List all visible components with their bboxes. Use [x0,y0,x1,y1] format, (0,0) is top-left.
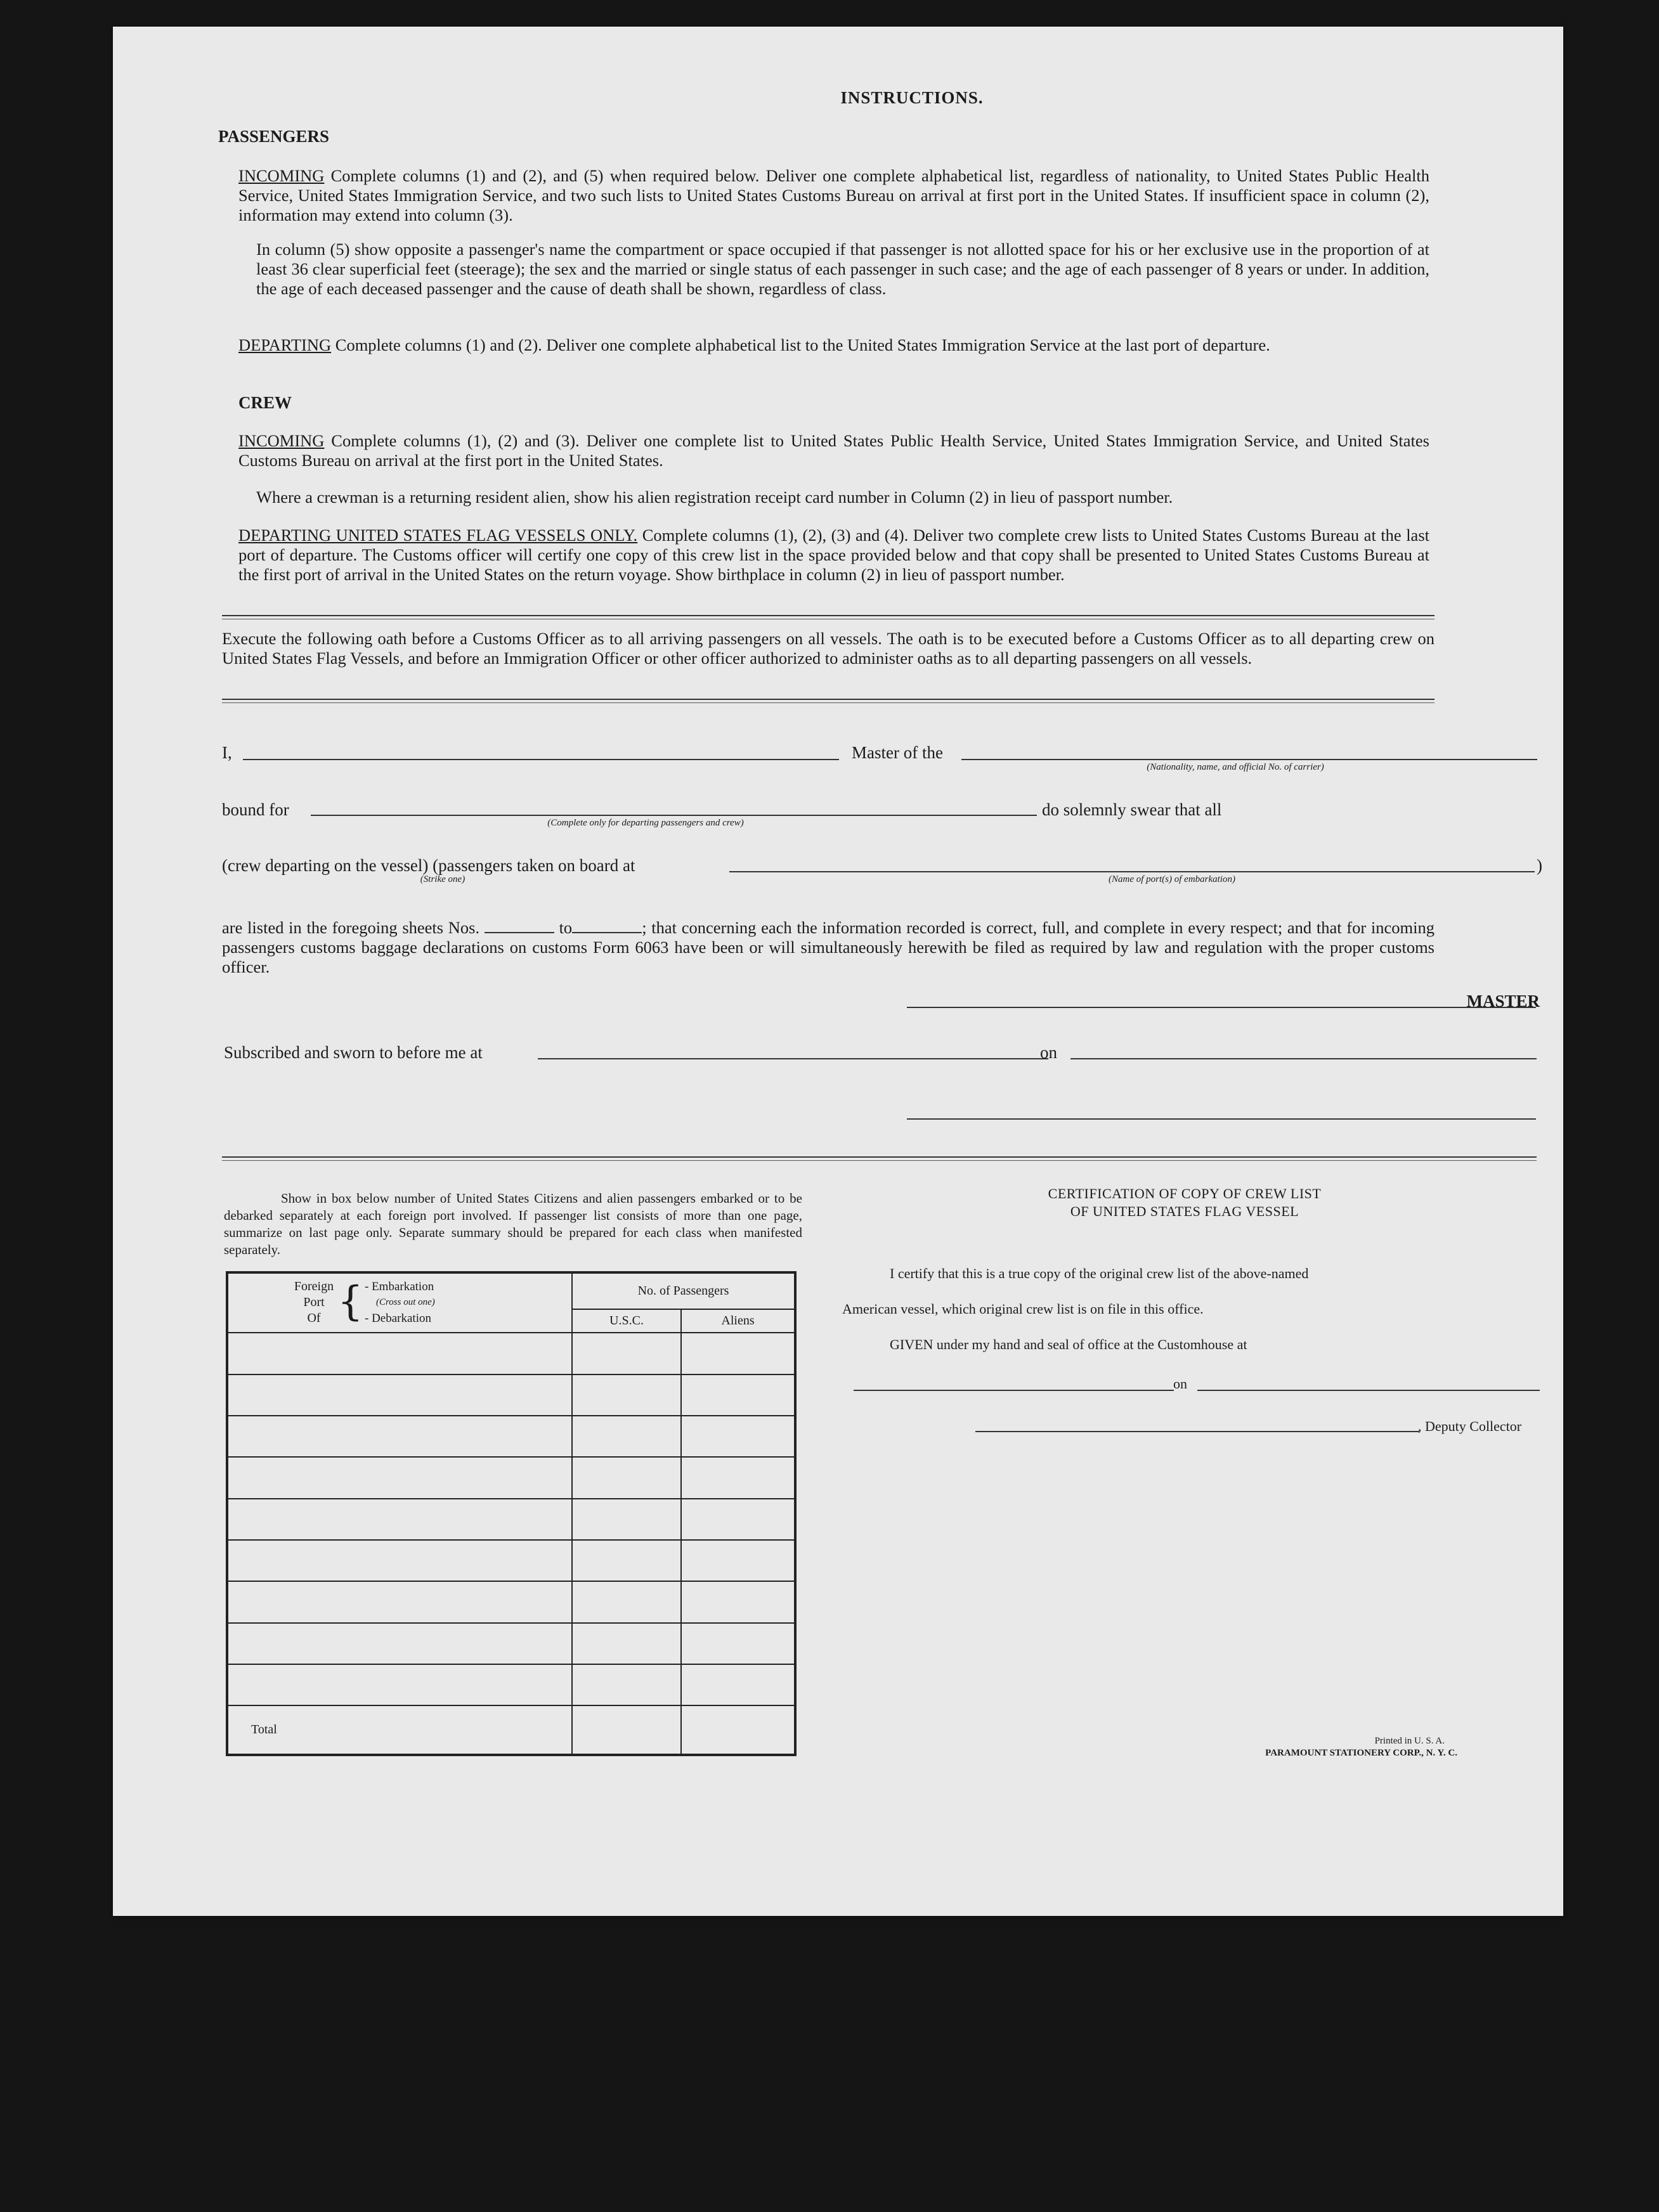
sheet-from-field[interactable] [485,923,554,933]
table-row [227,1540,795,1581]
sheet-to-field[interactable] [572,923,642,933]
total-row [227,1705,795,1755]
total-label: Total [227,1705,572,1755]
table-row [227,1333,795,1374]
passengers-heading: PASSENGERS [218,127,330,146]
aliens-header: Aliens [681,1309,795,1333]
crew-departing-label: DEPARTING UNITED STATES FLAG VESSELS ONLY. [238,526,638,545]
bound-for-caption: (Complete only for departing passengers and crew) [547,818,744,828]
passengers-column5-paragraph: In column (5) show opposite a passenger's name the compartment or space occupied if that passenger is not allotted space for his or her exclusive use in the proportion of at least 36 clear superficial feet (steerage); the sex and the married or single status of each passenger in such case; and the age of each passenger of 8 years or under. In addition, the age of each deceased passenger and the cause of death shall be shown, regardless of class. [256,240,1429,298]
form-page [113,27,1563,1916]
aliens-cell[interactable] [681,1623,795,1664]
printer-line-1: Printed in U. S. A. [1374,1736,1445,1746]
embarkation-option[interactable]: - Embarkation [365,1280,434,1293]
table-row [227,1499,795,1540]
close-paren: ) [1537,856,1542,875]
total-usc-cell[interactable] [572,1705,681,1755]
table-row [227,1416,795,1457]
table-row [227,1664,795,1705]
divider [222,702,1435,703]
passengers-incoming-paragraph [238,166,1429,225]
foreign-port-header [227,1272,572,1333]
printer-line-2: PARAMOUNT STATIONERY CORP., N. Y. C. [1265,1748,1457,1758]
do-solemnly-label: do solemnly swear that all [1042,800,1222,819]
certification-line-1: I certify that this is a true copy of the original crew list of the above-named [890,1265,1309,1281]
usc-cell[interactable] [572,1664,681,1705]
table-header-row [227,1272,795,1309]
embark-debark-options [365,1279,435,1326]
port-cell[interactable] [227,1499,572,1540]
bound-for-label: bound for [222,800,289,819]
port-cell[interactable] [227,1333,572,1374]
divider [222,699,1435,700]
aliens-cell[interactable] [681,1374,795,1416]
certification-heading-1: CERTIFICATION OF COPY OF CREW LIST [1048,1186,1322,1201]
table-row [227,1374,795,1416]
divider [222,615,1435,616]
crew-resident-paragraph: Where a crewman is a returning resident alien, show his alien registration receipt card number in Column (2) in lieu of passport number. [256,488,1173,507]
crew-incoming-label: INCOMING [238,431,325,450]
passengers-departing-text: Complete columns (1) and (2). Deliver one complete alphabetical list to the United States Immigration Service at the last port of departure. [331,335,1270,354]
table-row [227,1623,795,1664]
port-cell[interactable] [227,1374,572,1416]
subscribed-label: Subscribed and sworn to before me at [224,1043,483,1062]
crew-heading: CREW [238,393,292,412]
usc-cell[interactable] [572,1333,681,1374]
passengers-incoming-label: INCOMING [238,166,325,185]
master-name-field[interactable] [243,759,839,760]
table-row [227,1457,795,1498]
foreign-word: Foreign [294,1279,334,1293]
passengers-incoming-text: Complete columns (1) and (2), and (5) when required below. Deliver one complete alphabetical list, regardless of nationality, to United States Public Health Service, United States Immigration Service, and two such lists to United States Customs Bureau on arrival at first port in the United States. If insufficient space in column (2), information may extend into column (3). [238,166,1429,224]
crew-incoming-text: Complete columns (1), (2) and (3). Deliver one complete list to United States Public Health Service, United States Immigration Service, and United States Customs Bureau on arrival at the first port in the United States. [238,431,1429,470]
crew-departing-text: Complete columns (1), (2), (3) and (4). Deliver two complete crew lists to United States Customs Bureau at the last port of departure. The Customs officer will certify one copy of this crew list in the space provided below and that copy shall be presented to United States Customs Bureau at the first port of arrival in the United States on the return voyage. Show birthplace in column (2) in lieu of passport number. [238,526,1429,584]
divider [222,1156,1537,1158]
port-cell[interactable] [227,1416,572,1457]
usc-cell[interactable] [572,1581,681,1622]
ports-caption: (Name of port(s) of embarkation) [1109,874,1235,884]
table-row [227,1581,795,1622]
strike-one-caption: (Strike one) [420,874,465,884]
oath-intro: Execute the following oath before a Customs Officer as to all arriving passengers on all vessels. The oath is to be executed before a Customs Officer as to all departing crew on United States Flag Vessels, and before an Immigration Officer or other officer authorized to administer oaths as to all departing passengers on all vessels. [222,629,1435,668]
aliens-cell[interactable] [681,1664,795,1705]
master-label: MASTER [1466,992,1540,1011]
carrier-field[interactable] [961,759,1537,760]
passengers-departing-paragraph [238,335,1429,355]
customhouse-field[interactable] [854,1390,1174,1391]
crew-departing-paragraph [238,526,1429,585]
crew-incoming-paragraph [238,431,1429,470]
debarkation-option[interactable]: - Debarkation [365,1312,431,1325]
nationality-caption: (Nationality, name, and official No. of carrier) [1147,762,1324,772]
crew-passengers-label: (crew departing on the vessel) (passengers taken on board at [222,856,635,875]
aliens-cell[interactable] [681,1457,795,1498]
aliens-cell[interactable] [681,1581,795,1622]
are-listed-label: are listed in the foregoing sheets Nos. [222,918,480,937]
aliens-cell[interactable] [681,1540,795,1581]
certification-date-field[interactable] [1197,1390,1540,1391]
ports-field[interactable] [729,871,1535,872]
port-cell[interactable] [227,1664,572,1705]
aliens-cell[interactable] [681,1333,795,1374]
port-word: Port [303,1295,325,1309]
certification-given: GIVEN under my hand and seal of office at the Customhouse at [890,1336,1247,1352]
of-word: Of [307,1311,321,1325]
summary-note: Show in box below number of United States Citizens and alien passengers embarked or to be debarked separately at each foreign port involved. If passenger list consists of more than one page, summarize on last page only. Separate summary should be prepared for each class when manifested separately. [224,1191,802,1257]
port-cell[interactable] [227,1540,572,1581]
foreign-port-label [292,1279,336,1326]
officer-signature-line[interactable] [907,1118,1536,1120]
to-label: to [559,918,573,937]
total-aliens-cell[interactable] [681,1705,795,1755]
usc-cell[interactable] [572,1374,681,1416]
usc-cell[interactable] [572,1540,681,1581]
bound-for-field[interactable] [311,815,1037,816]
usc-cell[interactable] [572,1416,681,1457]
deputy-collector-signature-line[interactable] [975,1431,1419,1432]
divider [222,1160,1537,1161]
sworn-place-field[interactable] [538,1058,1048,1059]
aliens-cell[interactable] [681,1416,795,1457]
page-title: INSTRUCTIONS. [840,88,984,107]
sworn-on-label: on [1040,1043,1057,1062]
usc-header: U.S.C. [572,1309,681,1333]
port-cell[interactable] [227,1581,572,1622]
master-of-the-label: Master of the [852,743,943,762]
cross-out-note: (Cross out one) [376,1297,435,1307]
certification-heading-2: OF UNITED STATES FLAG VESSEL [1070,1203,1299,1219]
deputy-collector-label: , Deputy Collector [1418,1418,1522,1434]
certification-on-label: on [1173,1376,1187,1392]
sworn-date-field[interactable] [1070,1058,1537,1059]
passengers-departing-label: DEPARTING [238,335,332,354]
oath-i-label: I, [222,743,232,762]
listed-paragraph [222,918,1435,977]
listed-rest: ; that concerning each the information recorded is correct, full, and complete in every respect; and that for incoming passengers customs baggage declarations on customs Form 6063 have been or will simultaneously herewith be filed as required by law and regulation with the proper customs officer. [222,918,1435,976]
certification-line-2: American vessel, which original crew list is on file in this office. [842,1301,1204,1317]
brace-icon: { [337,1278,363,1325]
port-cell[interactable] [227,1623,572,1664]
usc-cell[interactable] [572,1623,681,1664]
aliens-cell[interactable] [681,1499,795,1540]
passenger-summary-table [226,1271,797,1756]
port-cell[interactable] [227,1457,572,1498]
no-of-passengers-header: No. of Passengers [572,1272,795,1309]
usc-cell[interactable] [572,1457,681,1498]
usc-cell[interactable] [572,1499,681,1540]
